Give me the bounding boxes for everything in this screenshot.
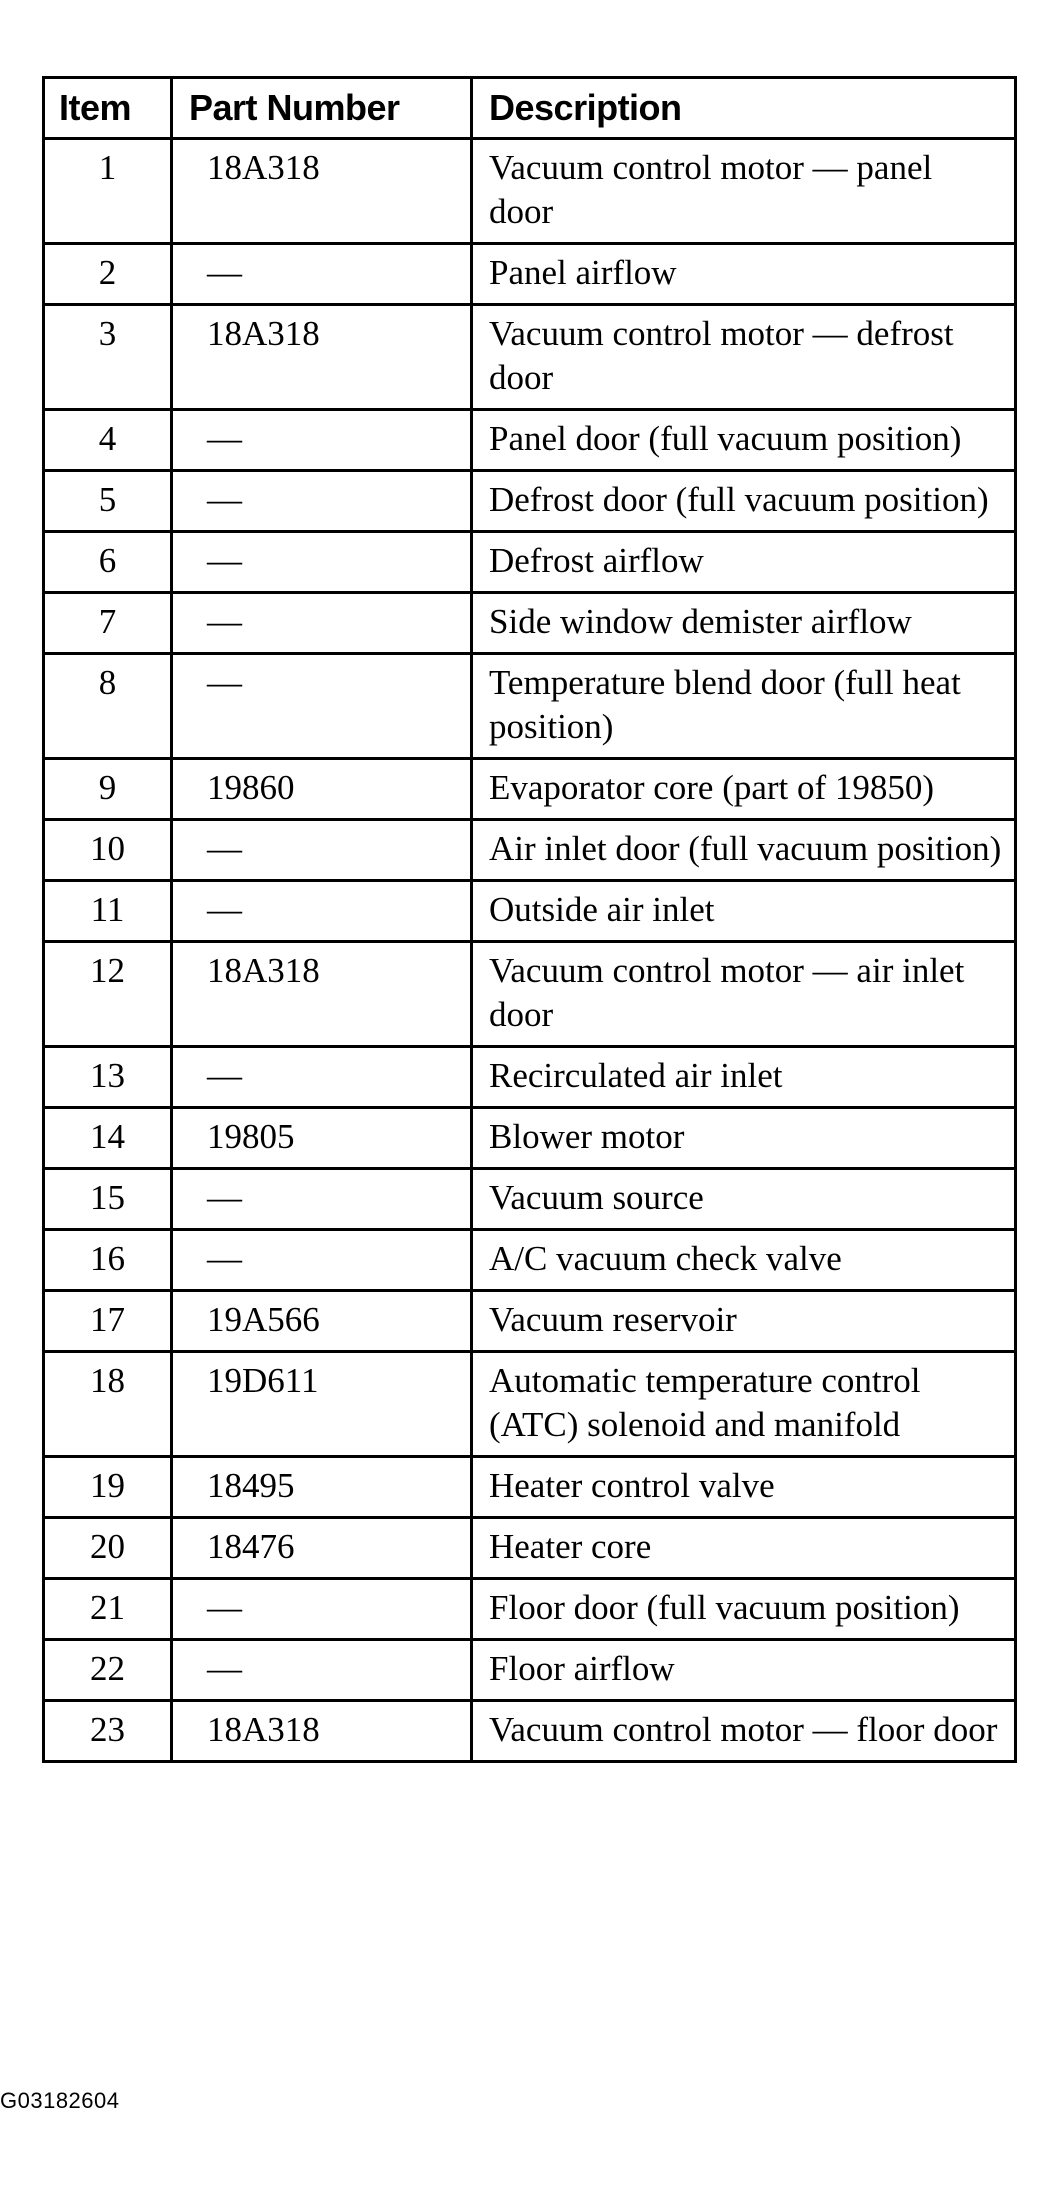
item-number-cell: 10 xyxy=(44,820,172,881)
description-cell: Vacuum source xyxy=(472,1169,1016,1230)
part-number-cell: — xyxy=(172,244,472,305)
description-cell: Side window demister airflow xyxy=(472,593,1016,654)
part-number-cell: — xyxy=(172,1047,472,1108)
table-row xyxy=(44,881,1016,942)
description-cell: Evaporator core (part of 19850) xyxy=(472,759,1016,820)
item-number-cell: 14 xyxy=(44,1108,172,1169)
part-number-cell: — xyxy=(172,881,472,942)
table-header xyxy=(44,78,1016,139)
item-number-cell: 23 xyxy=(44,1701,172,1762)
part-number-cell: 18A318 xyxy=(172,305,472,410)
part-number-cell: — xyxy=(172,1169,472,1230)
table-row xyxy=(44,532,1016,593)
part-number-cell: — xyxy=(172,1640,472,1701)
part-number-cell: 19805 xyxy=(172,1108,472,1169)
description-cell: A/C vacuum check valve xyxy=(472,1230,1016,1291)
item-number-cell: 11 xyxy=(44,881,172,942)
table-row xyxy=(44,1640,1016,1701)
table-row xyxy=(44,410,1016,471)
table-row xyxy=(44,759,1016,820)
description-cell: Outside air inlet xyxy=(472,881,1016,942)
description-cell: Air inlet door (full vacuum position) xyxy=(472,820,1016,881)
table-row xyxy=(44,1518,1016,1579)
item-number-cell: 1 xyxy=(44,139,172,244)
item-column-header: Item xyxy=(44,78,172,139)
table-row xyxy=(44,593,1016,654)
item-number-cell: 6 xyxy=(44,532,172,593)
table-row xyxy=(44,1169,1016,1230)
item-number-cell: 9 xyxy=(44,759,172,820)
item-number-cell: 2 xyxy=(44,244,172,305)
item-number-cell: 19 xyxy=(44,1457,172,1518)
table-row xyxy=(44,139,1016,244)
table-row xyxy=(44,654,1016,759)
item-number-cell: 13 xyxy=(44,1047,172,1108)
part-number-cell: — xyxy=(172,532,472,593)
table-row xyxy=(44,1291,1016,1352)
table-row xyxy=(44,1579,1016,1640)
table-body xyxy=(44,139,1016,1762)
item-number-cell: 22 xyxy=(44,1640,172,1701)
table-row xyxy=(44,305,1016,410)
table-row xyxy=(44,820,1016,881)
description-column-header: Description xyxy=(472,78,1016,139)
part-number-cell: 18495 xyxy=(172,1457,472,1518)
part-number-cell: 19860 xyxy=(172,759,472,820)
figure-id: G03182604 xyxy=(0,2088,120,2113)
part-number-cell: — xyxy=(172,654,472,759)
description-cell: Defrost door (full vacuum position) xyxy=(472,471,1016,532)
header-row xyxy=(44,78,1016,139)
part-number-cell: — xyxy=(172,820,472,881)
description-cell: Panel airflow xyxy=(472,244,1016,305)
description-cell: Recirculated air inlet xyxy=(472,1047,1016,1108)
table-row xyxy=(44,1108,1016,1169)
item-number-cell: 3 xyxy=(44,305,172,410)
description-cell: Panel door (full vacuum position) xyxy=(472,410,1016,471)
description-cell: Heater core xyxy=(472,1518,1016,1579)
item-number-cell: 8 xyxy=(44,654,172,759)
table-row xyxy=(44,1230,1016,1291)
part-number-cell: 18A318 xyxy=(172,139,472,244)
description-cell: Vacuum control motor — floor door xyxy=(472,1701,1016,1762)
description-cell: Vacuum control motor — panel door xyxy=(472,139,1016,244)
table-row xyxy=(44,1352,1016,1457)
description-cell: Defrost airflow xyxy=(472,532,1016,593)
item-number-cell: 5 xyxy=(44,471,172,532)
item-number-cell: 12 xyxy=(44,942,172,1047)
table-row xyxy=(44,1047,1016,1108)
part-number-cell: — xyxy=(172,1230,472,1291)
part-number-cell: — xyxy=(172,410,472,471)
item-number-cell: 21 xyxy=(44,1579,172,1640)
description-cell: Blower motor xyxy=(472,1108,1016,1169)
description-cell: Temperature blend door (full heat position) xyxy=(472,654,1016,759)
item-number-cell: 16 xyxy=(44,1230,172,1291)
part-number-cell: 18476 xyxy=(172,1518,472,1579)
table-row xyxy=(44,244,1016,305)
table-row xyxy=(44,942,1016,1047)
description-cell: Vacuum reservoir xyxy=(472,1291,1016,1352)
description-cell: Vacuum control motor — defrost door xyxy=(472,305,1016,410)
description-cell: Floor door (full vacuum position) xyxy=(472,1579,1016,1640)
table-row xyxy=(44,471,1016,532)
table-row xyxy=(44,1701,1016,1762)
item-number-cell: 7 xyxy=(44,593,172,654)
item-number-cell: 18 xyxy=(44,1352,172,1457)
description-cell: Automatic temperature control (ATC) solenoid and manifold xyxy=(472,1352,1016,1457)
item-number-cell: 20 xyxy=(44,1518,172,1579)
parts-table xyxy=(42,76,1017,1763)
item-number-cell: 15 xyxy=(44,1169,172,1230)
description-cell: Heater control valve xyxy=(472,1457,1016,1518)
part-number-cell: — xyxy=(172,471,472,532)
part-number-cell: 18A318 xyxy=(172,942,472,1047)
description-cell: Floor airflow xyxy=(472,1640,1016,1701)
part-number-cell: 18A318 xyxy=(172,1701,472,1762)
part-number-cell: — xyxy=(172,1579,472,1640)
part-number-cell: — xyxy=(172,593,472,654)
part-number-cell: 19A566 xyxy=(172,1291,472,1352)
item-number-cell: 4 xyxy=(44,410,172,471)
item-number-cell: 17 xyxy=(44,1291,172,1352)
part-number-column-header: Part Number xyxy=(172,78,472,139)
part-number-cell: 19D611 xyxy=(172,1352,472,1457)
table-row xyxy=(44,1457,1016,1518)
description-cell: Vacuum control motor — air inlet door xyxy=(472,942,1016,1047)
